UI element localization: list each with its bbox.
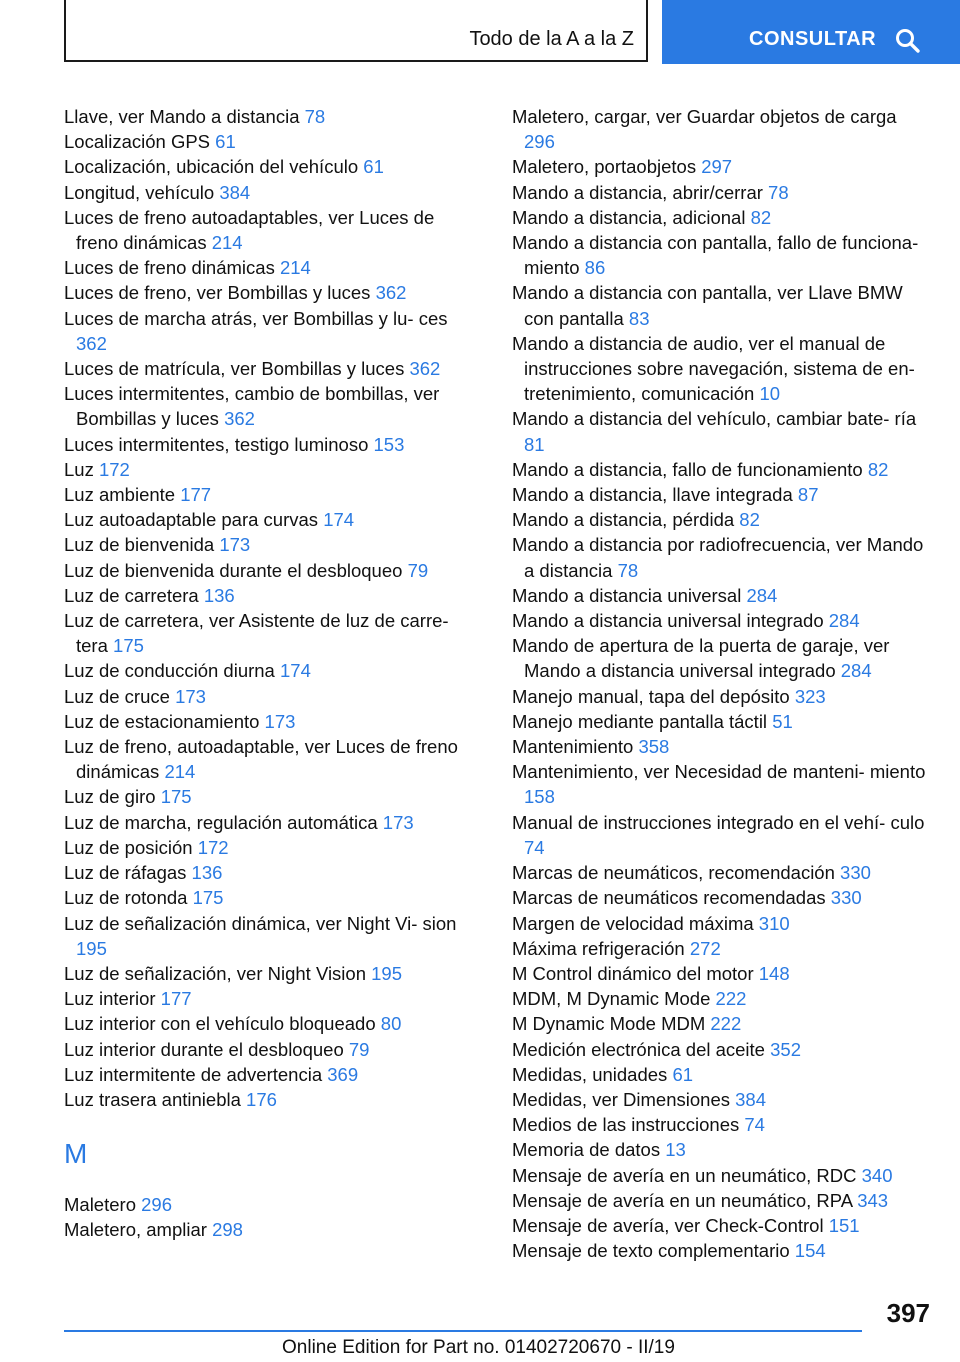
entry-text: Luz intermitente de advertencia: [64, 1063, 323, 1085]
page-link[interactable]: 51: [772, 710, 793, 732]
entry-text: Luz autoadaptable para curvas: [64, 509, 319, 531]
index-entry: [64, 457, 474, 482]
entry-text: Luz interior durante el desbloqueo: [64, 1038, 344, 1060]
entry-text: Luz de bienvenida: [64, 534, 215, 556]
entry-text: Mando de apertura de la puerta de garaje, ver Mando a distancia universal integrado: [512, 635, 890, 682]
index-entry: [64, 280, 474, 305]
page-link[interactable]: 214: [279, 257, 311, 279]
entry-text: Mando a distancia por radiofrecuencia, ver Mando a distancia: [512, 534, 924, 581]
page-link[interactable]: 81: [524, 433, 545, 455]
page-link[interactable]: 177: [160, 988, 192, 1010]
page-link[interactable]: 148: [758, 962, 790, 984]
entry-text: Medios de las instrucciones: [512, 1114, 740, 1136]
entry-text: Mando a distancia con pantalla, ver Llave BMW con pantalla: [512, 282, 903, 329]
entry-text: Medidas, unidades: [512, 1063, 668, 1085]
entry-text: Luces de marcha atrás, ver Bombillas y lu‐ ces: [64, 307, 448, 329]
index-entry: [512, 709, 932, 734]
page-link[interactable]: 362: [375, 282, 407, 304]
page-link[interactable]: 172: [98, 458, 130, 480]
entry-text: Luz de ráfagas: [64, 862, 187, 884]
index-entry: [64, 356, 474, 381]
entry-text: Luces de freno autoadaptables, ver Luces de freno dinámicas: [64, 206, 435, 254]
entry-text: Llave, ver Mando a distancia: [64, 106, 300, 127]
page-link[interactable]: 74: [524, 836, 545, 858]
index-entry: [64, 734, 474, 784]
index-entry: [64, 835, 474, 860]
index-entry: [512, 961, 932, 986]
consult-button-label: CONSULTAR: [749, 28, 877, 50]
page-link[interactable]: 214: [211, 232, 243, 254]
page-link[interactable]: 173: [382, 811, 414, 833]
page-link[interactable]: 323: [794, 685, 826, 707]
page-link[interactable]: 310: [758, 912, 790, 934]
entry-text: Maletero, ampliar: [64, 1219, 207, 1241]
section-header: [64, 0, 648, 62]
index-entry: [512, 1188, 932, 1213]
index-entry: [512, 482, 932, 507]
search-icon: [895, 28, 921, 54]
entry-text: Luz de carretera, ver Asistente de luz de carre‐ tera: [64, 610, 449, 657]
page-link[interactable]: 86: [584, 257, 606, 279]
page-link[interactable]: 173: [264, 710, 296, 732]
index-entry: [64, 1011, 474, 1036]
index-entry: [64, 784, 474, 809]
index-entry: [64, 255, 474, 280]
entry-text: Luz de giro: [64, 786, 156, 808]
index-entry: [64, 381, 474, 431]
entry-text: Luces de freno dinámicas: [64, 257, 275, 279]
entry-text: Mando a distancia, abrir/cerrar: [512, 181, 763, 203]
entry-text: Medidas, ver Dimensiones: [512, 1088, 730, 1110]
page-link[interactable]: 330: [830, 887, 862, 909]
entry-text: Luz de cruce: [64, 685, 170, 707]
index-entry: [64, 306, 474, 356]
page-link[interactable]: 175: [113, 635, 144, 657]
index-entry: [64, 1192, 474, 1217]
page-link[interactable]: 79: [407, 559, 429, 581]
entry-text: Luz de conducción diurna: [64, 660, 275, 682]
entry-text: Luces intermitentes, cambio de bombillas, ver Bombillas y luces: [64, 383, 440, 430]
entry-text: Mensaje de avería en un neumático, RPA: [512, 1189, 853, 1211]
entry-text: Luz ambiente: [64, 484, 176, 506]
entry-text: Mando a distancia con pantalla, fallo de funciona‐ miento: [512, 232, 919, 279]
page-link[interactable]: 136: [191, 862, 223, 884]
index-entry: [512, 1087, 932, 1112]
index-entry: [512, 1213, 932, 1238]
entry-text: Marcas de neumáticos, recomendación: [512, 862, 835, 884]
entry-text: Luz de bienvenida durante el desbloqueo: [64, 559, 403, 581]
entry-text: Mando a distancia, fallo de funcionamiento: [512, 458, 863, 480]
entry-text: Maletero: [64, 1194, 136, 1216]
page-link[interactable]: 173: [219, 534, 251, 556]
index-entry: [512, 154, 932, 179]
page-link[interactable]: 369: [327, 1063, 359, 1085]
page-link[interactable]: 362: [409, 358, 441, 380]
index-entry: [64, 482, 474, 507]
page-link[interactable]: 358: [638, 736, 670, 758]
page-link[interactable]: 82: [867, 458, 889, 480]
page-link[interactable]: 136: [203, 584, 235, 606]
entry-text: Luz interior: [64, 988, 156, 1010]
page-link[interactable]: 79: [348, 1038, 370, 1060]
page-link[interactable]: 272: [689, 937, 721, 959]
index-entry: [512, 205, 932, 230]
page-link[interactable]: 330: [840, 862, 871, 884]
page-link[interactable]: 158: [524, 786, 555, 808]
index-entry: [64, 810, 474, 835]
entry-text: Localización GPS: [64, 131, 211, 153]
index-entry: [64, 532, 474, 557]
page-link[interactable]: 74: [744, 1114, 765, 1136]
entry-text: Máxima refrigeración: [512, 937, 685, 959]
page-link[interactable]: 87: [797, 484, 819, 506]
index-entry: [64, 205, 474, 255]
page-link[interactable]: 61: [672, 1063, 694, 1085]
index-entry: [512, 759, 932, 809]
index-entry: [64, 684, 474, 709]
page-link[interactable]: 222: [715, 988, 747, 1010]
entry-text: Mando a distancia, pérdida: [512, 509, 735, 531]
entry-text: Luz interior con el vehículo bloqueado: [64, 1013, 376, 1035]
index-entry: [512, 608, 932, 633]
page-link[interactable]: 82: [739, 509, 760, 531]
index-column-left: [64, 104, 474, 1243]
index-entry: [512, 860, 932, 885]
entry-text: Manual de instrucciones integrado en el vehí‐ culo: [512, 811, 925, 833]
footer-divider: [64, 1330, 862, 1332]
page-link[interactable]: 284: [828, 610, 860, 632]
index-column-right: [512, 104, 932, 1263]
index-entry: [512, 104, 932, 154]
index-entry: [512, 331, 932, 407]
entry-text: Mando a distancia, llave integrada: [512, 484, 793, 506]
index-entry: [512, 1062, 932, 1087]
page-link[interactable]: 10: [759, 383, 781, 405]
page-link[interactable]: 172: [197, 836, 229, 858]
index-entry: [512, 1112, 932, 1137]
entry-text: Luz de señalización, ver Night Vision: [64, 962, 366, 984]
entry-text: Luz de marcha, regulación automática: [64, 811, 378, 833]
index-entry: [512, 532, 932, 582]
page-link[interactable]: 343: [857, 1189, 889, 1211]
entry-text: Mensaje de avería en un neumático, RDC: [512, 1164, 857, 1186]
index-entry: [64, 432, 474, 457]
entry-text: Mando a distancia, adicional: [512, 206, 746, 228]
index-entry: [512, 1137, 932, 1162]
index-entry: [512, 507, 932, 532]
index-entry: [512, 180, 932, 205]
entry-text: Mensaje de texto complementario: [512, 1240, 790, 1262]
entry-text: Localización, ubicación del vehículo: [64, 156, 359, 178]
page-link[interactable]: 284: [746, 584, 778, 606]
index-entry: [512, 280, 932, 330]
page-link[interactable]: 80: [380, 1013, 402, 1035]
index-entry: [512, 684, 932, 709]
index-entry: [64, 986, 474, 1011]
entry-text: Luz de señalización dinámica, ver Night Vi‐ sion: [64, 912, 457, 934]
entry-text: Maletero, portaobjetos: [512, 156, 697, 178]
section-letter: M: [64, 1138, 88, 1170]
index-entry: [512, 406, 932, 456]
page-link[interactable]: 340: [861, 1164, 893, 1186]
page-link[interactable]: 362: [224, 408, 255, 430]
page-link[interactable]: 83: [628, 307, 650, 329]
edition-text: Online Edition for Part no. 01402720670 - II/19: [282, 1337, 675, 1358]
page-link[interactable]: 222: [710, 1013, 742, 1035]
index-entry: [64, 1037, 474, 1062]
index-entry: [512, 633, 932, 683]
page-link[interactable]: 13: [665, 1139, 686, 1161]
page-link[interactable]: 214: [164, 761, 196, 783]
index-entry: [64, 507, 474, 532]
index-entry: [512, 1238, 932, 1263]
entry-text: Maletero, cargar, ver Guardar objetos de carga: [512, 106, 897, 127]
page-link[interactable]: 298: [212, 1219, 243, 1241]
entry-text: Mantenimiento, ver Necesidad de manteni‐ miento: [512, 761, 926, 783]
page-link[interactable]: 174: [323, 509, 355, 531]
index-entry: [512, 1037, 932, 1062]
entry-text: Luz de freno, autoadaptable, ver Luces de freno dinámicas: [64, 736, 458, 783]
entry-text: Mando a distancia del vehículo, cambiar bate‐ ría: [512, 408, 917, 430]
index-entry: [64, 104, 474, 129]
index-entry: [512, 583, 932, 608]
page-link[interactable]: 176: [246, 1088, 277, 1110]
page-link[interactable]: 362: [76, 332, 107, 354]
page-link[interactable]: 195: [371, 962, 403, 984]
index-entry: [512, 911, 932, 936]
page-number: 397: [886, 1298, 930, 1328]
page-link[interactable]: 151: [828, 1214, 860, 1236]
entry-text: Luces de matrícula, ver Bombillas y luces: [64, 358, 405, 380]
page-link[interactable]: 61: [215, 131, 236, 153]
index-entry: [64, 154, 474, 179]
entry-text: Margen de velocidad máxima: [512, 912, 754, 934]
index-entry: [512, 810, 932, 860]
entry-text: Mando a distancia universal integrado: [512, 610, 824, 632]
page-link[interactable]: 175: [192, 887, 224, 909]
entry-text: Manejo manual, tapa del depósito: [512, 685, 790, 707]
entry-text: Mando a distancia universal: [512, 584, 742, 606]
index-entry: [64, 608, 474, 658]
entry-text: Luz de carretera: [64, 584, 199, 606]
index-entry: [64, 1217, 474, 1242]
page-link[interactable]: 384: [219, 181, 251, 203]
entry-text: Luz: [64, 458, 94, 480]
entry-text: Mensaje de avería, ver Check-Control: [512, 1214, 824, 1236]
page-link[interactable]: 177: [180, 484, 212, 506]
page-link[interactable]: 173: [175, 685, 206, 707]
index-entry: [512, 1163, 932, 1188]
entry-text: Luces intermitentes, testigo luminoso: [64, 433, 369, 455]
index-entry: [512, 936, 932, 961]
index-entry: [64, 961, 474, 986]
index-entry: [512, 986, 932, 1011]
entry-text: Luz de rotonda: [64, 887, 188, 909]
entry-text: Luz de posición: [64, 836, 193, 858]
page-link[interactable]: 195: [76, 937, 107, 959]
index-entry: [512, 457, 932, 482]
index-entry: [64, 558, 474, 583]
index-entry: [512, 734, 932, 759]
entry-text: Luces de freno, ver Bombillas y luces: [64, 282, 371, 304]
entry-text: Mando a distancia de audio, ver el manual de instrucciones sobre navegación, sistema de en‐ tretenimiento, comunicación: [512, 332, 915, 405]
page-link[interactable]: 284: [840, 660, 872, 682]
page-link[interactable]: 153: [373, 433, 405, 455]
entry-text: Luz de estacionamiento: [64, 710, 260, 732]
section-title: Todo de la A a la Z: [469, 28, 634, 50]
entry-text: Memoria de datos: [512, 1139, 661, 1161]
index-entry: [512, 885, 932, 910]
page-link[interactable]: 296: [141, 1194, 172, 1216]
index-entry: [64, 860, 474, 885]
index-entry: [64, 583, 474, 608]
index-entry: [64, 1062, 474, 1087]
index-entry: [64, 1087, 474, 1112]
entry-text: Marcas de neumáticos recomendadas: [512, 887, 826, 909]
entry-text: Luz trasera antiniebla: [64, 1088, 241, 1110]
page-link[interactable]: 174: [280, 660, 311, 682]
index-entry: [64, 129, 474, 154]
index-entry: [64, 658, 474, 683]
index-entry: [512, 1011, 932, 1036]
entry-text: Mantenimiento: [512, 736, 634, 758]
consult-button[interactable]: [662, 0, 960, 64]
page-link[interactable]: 175: [160, 786, 192, 808]
entry-text: MDM, M Dynamic Mode: [512, 988, 711, 1010]
page-link[interactable]: 352: [770, 1038, 801, 1060]
entry-text: M Control dinámico del motor: [512, 962, 754, 984]
index-entry: [64, 911, 474, 961]
index-entry: [512, 230, 932, 280]
entry-text: M Dynamic Mode MDM: [512, 1013, 706, 1035]
page-link[interactable]: 296: [524, 131, 555, 153]
page-link[interactable]: 82: [750, 206, 772, 228]
index-entry: [64, 709, 474, 734]
page-link[interactable]: 78: [617, 559, 639, 581]
entry-text: Medición electrónica del aceite: [512, 1038, 765, 1060]
entry-text: Manejo mediante pantalla táctil: [512, 710, 768, 732]
page-link[interactable]: 61: [363, 156, 384, 178]
index-entry: [64, 180, 474, 205]
page-link[interactable]: 297: [701, 156, 733, 178]
page-link[interactable]: 78: [768, 181, 789, 203]
entry-text: Longitud, vehículo: [64, 181, 215, 203]
page-link[interactable]: 154: [794, 1240, 826, 1262]
index-entry: [64, 885, 474, 910]
page-link[interactable]: 78: [304, 106, 326, 127]
page-link[interactable]: 384: [735, 1088, 766, 1110]
